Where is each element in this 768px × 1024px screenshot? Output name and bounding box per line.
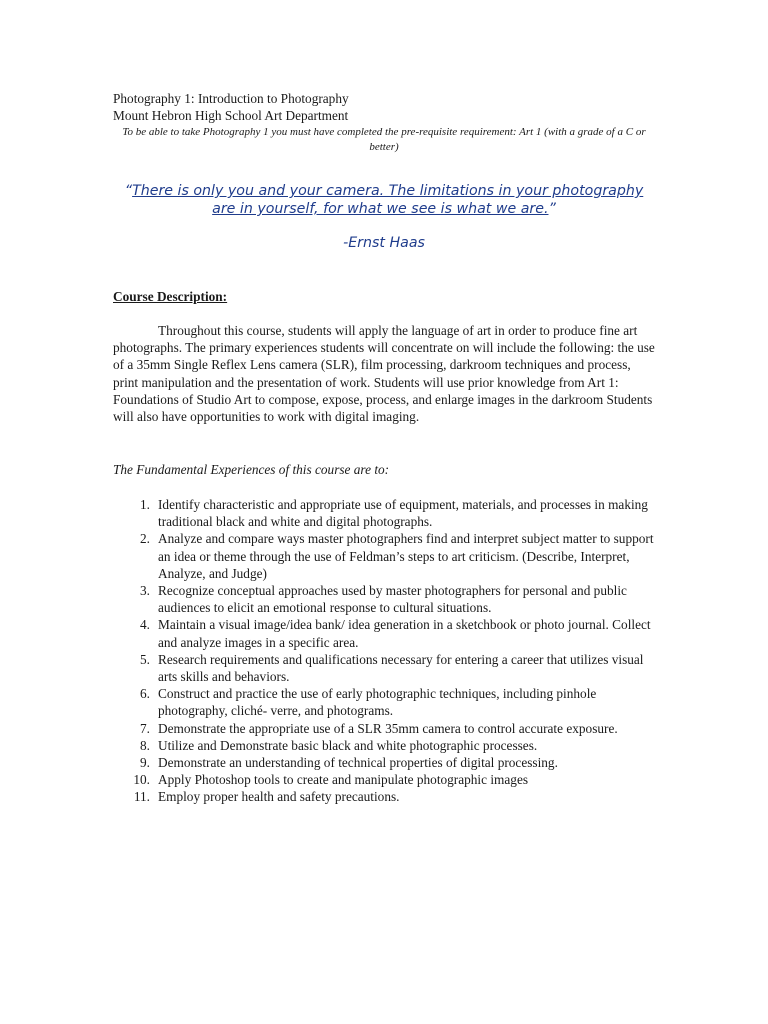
list-item-text: Analyze and compare ways master photographers find and interpret subject matter to support an idea or theme through the use of Feldman’s steps to art criticism. (Describe, Interpret, Analyze, and Judge)	[158, 531, 654, 581]
list-item	[113, 685, 661, 719]
quote-open-mark: “	[124, 183, 133, 199]
list-item	[113, 530, 661, 582]
list-item-number: 8.	[140, 737, 150, 753]
list-item-number: 2.	[140, 531, 150, 547]
experiences-intro: The Fundamental Experiences of this course are to:	[113, 462, 390, 477]
list-item	[113, 771, 661, 788]
list-item-text: Recognize conceptual approaches used by master photographers for personal and public audiences to elicit an emotional response to cultural situations.	[158, 583, 627, 616]
list-item-text: Demonstrate the appropriate use of a SLR 35mm camera to control accurate exposure.	[158, 720, 618, 736]
list-item-number: 10.	[133, 772, 150, 788]
list-item-text: Research requirements and qualifications necessary for entering a career that utilizes visual arts skills and behaviors.	[158, 651, 644, 685]
list-item-text: Maintain a visual image/idea bank/ idea generation in a sketchbook or photo journal. Collect and analyze images in a specific area.	[158, 617, 651, 650]
list-item	[113, 788, 661, 805]
course-title: Photography 1: Introduction to Photography	[113, 91, 349, 106]
list-item	[113, 616, 661, 650]
course-description-heading: Course Description:	[113, 289, 228, 304]
list-item	[113, 720, 661, 737]
experiences-list	[113, 496, 661, 806]
list-item-text: Utilize and Demonstrate basic black and white photographic processes.	[158, 737, 538, 753]
list-item-text: Construct and practice the use of early photographic techniques, including pinhole photography, cliché- verre, and photograms.	[158, 686, 597, 719]
quote-close-mark: ”	[548, 201, 556, 217]
list-item-number: 4.	[140, 617, 150, 633]
quote-block	[113, 182, 655, 218]
list-item	[113, 737, 661, 754]
department-name: Mount Hebron High School Art Department	[113, 108, 349, 123]
list-item-text: Demonstrate an understanding of technical properties of digital processing.	[158, 755, 558, 771]
list-item	[113, 582, 661, 616]
list-item-number: 11.	[133, 789, 150, 805]
list-item-text: Apply Photoshop tools to create and manipulate photographic images	[158, 772, 529, 788]
list-item-number: 6.	[140, 686, 150, 702]
list-item-number: 7.	[140, 720, 150, 736]
list-item-text: Employ proper health and safety precautions.	[158, 789, 400, 805]
quote-text: There is only you and your camera. The limitations in your photography are in yourself, for what we see is what we are.	[132, 183, 644, 217]
list-item-text: Identify characteristic and appropriate use of equipment, materials, and processes in making traditional black and white and digital photographs.	[158, 497, 648, 530]
quote-author: -Ernst Haas	[343, 235, 425, 251]
list-item	[113, 754, 661, 771]
course-description-body: Throughout this course, students will apply the language of art in order to produce fine art photographs. The primary experiences students will concentrate on will include the following: the use of a 35mm Single Reflex Lens camera (SLR), film processing, darkroom techniques and process, print manipulation and the presentation of work. Students will use prior knowledge from Art 1: Foundations of Studio Art to compose, expose, process, and enlarge images in the darkroom Students will also have opportunities to work with digital imaging.	[113, 323, 655, 425]
prerequisite-note: To be able to take Photography 1 you must have completed the pre-requisite requirement: Art 1 (with a grade of a C or better)	[122, 126, 646, 153]
list-item-number: 9.	[140, 755, 150, 771]
list-item-number: 5.	[140, 651, 150, 667]
list-item	[113, 651, 661, 685]
list-item-number: 1.	[140, 497, 150, 512]
list-item	[113, 496, 661, 530]
list-item-number: 3.	[140, 583, 150, 599]
